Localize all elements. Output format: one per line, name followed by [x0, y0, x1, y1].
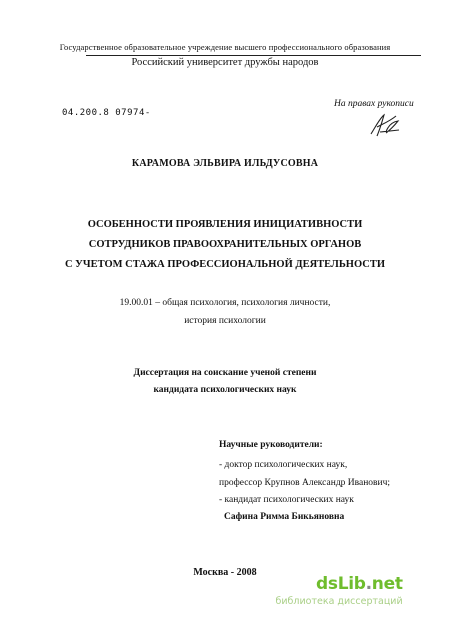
watermark — [275, 574, 403, 607]
dissertation-line-2: кандидата психологических наук — [153, 385, 297, 395]
catalog-number: 04.200.8 07974- — [62, 108, 151, 118]
supervisor-line-3: - кандидат психологических наук — [219, 495, 354, 505]
dissertation-line-1: Диссертация на соискание ученой степени — [133, 368, 317, 378]
author-name: КАРАМОВА ЭЛЬВИРА ИЛЬДУСОВНА — [131, 158, 319, 169]
university-name: Российский университет дружбы народов — [131, 57, 319, 68]
specialty-line-2: история психологии — [184, 316, 266, 326]
supervisor-line-4: Сафина Римма Бикьяновна — [224, 512, 345, 522]
header-divider — [86, 55, 421, 56]
institution-line: Государственное образовательное учреждение высшего профессионального образования — [59, 42, 391, 52]
watermark-subtitle: библиотека диссертаций — [275, 596, 403, 607]
supervisor-line-1: - доктор психологических наук, — [219, 460, 348, 470]
manuscript-note: На правах рукописи — [334, 99, 414, 109]
title-line-2: СОТРУДНИКОВ ПРАВООХРАНИТЕЛЬНЫХ ОРГАНОВ — [88, 239, 362, 250]
supervisors-heading: Научные руководители: — [219, 440, 323, 450]
watermark-logo: dsLib.net — [316, 574, 403, 594]
title-line-1: ОСОБЕННОСТИ ПРОЯВЛЕНИЯ ИНИЦИАТИВНОСТИ — [87, 219, 363, 230]
specialty-line-1: 19.00.01 – общая психология, психология личности, — [119, 298, 331, 308]
signature-icon — [368, 112, 402, 138]
supervisor-line-2: профессор Крупнов Александр Иванович; — [219, 478, 391, 488]
city-year: Москва - 2008 — [193, 567, 257, 578]
title-line-3: С УЧЕТОМ СТАЖА ПРОФЕССИОНАЛЬНОЙ ДЕЯТЕЛЬНОСТИ — [64, 259, 386, 270]
